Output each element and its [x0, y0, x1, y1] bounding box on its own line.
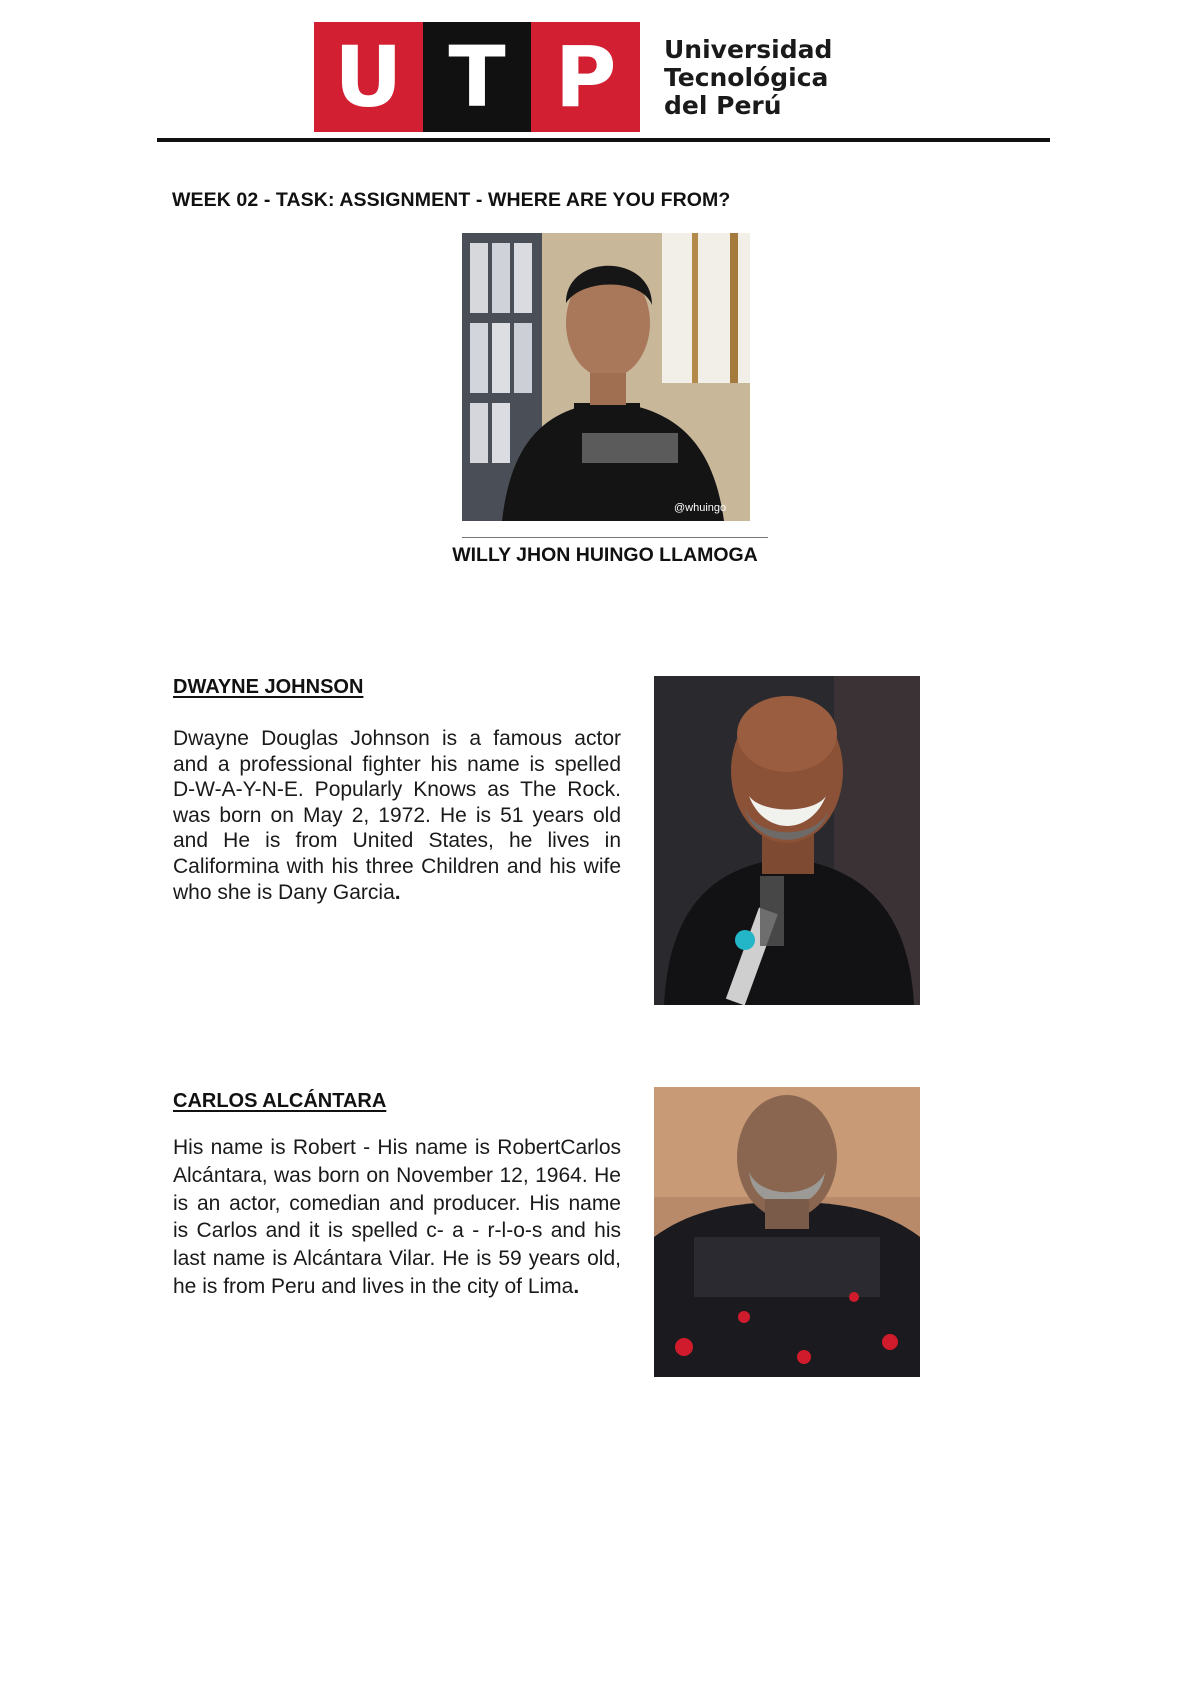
document-title: WEEK 02 - TASK: ASSIGNMENT - WHERE ARE YOU FROM?	[172, 189, 731, 211]
profile-2-bio	[173, 1134, 621, 1301]
profile-2-bio-end: .	[573, 1274, 580, 1298]
profile-1-title: DWAYNE JOHNSON	[173, 676, 364, 698]
author-name: WILLY JHON HUINGO LLAMOGA	[452, 544, 758, 566]
university-name-line-3: del Perú	[664, 91, 782, 120]
logo-letter-p: P	[531, 22, 640, 132]
university-name-line-1: Universidad	[664, 35, 833, 64]
profile-1-bio-end: .	[394, 880, 401, 904]
profile-2-photo	[654, 1087, 920, 1377]
profile-1-photo	[654, 676, 920, 1005]
profile-1-bio	[173, 726, 621, 905]
university-name	[664, 35, 833, 120]
utp-logo	[314, 22, 640, 132]
header-divider	[157, 138, 1050, 142]
profile-2-bio-text: His name is Robert - His name is RobertCarlos Alcántara, was born on November 12, 1964. He is an actor, comedian and producer. His name is Carlos and it is spelled c- a - r-l-o-s and his last name is Alcántara Vilar. He is 59 years old, he is from Peru and lives in the city of Lima	[173, 1136, 621, 1298]
profile-2-photo-image	[654, 1087, 920, 1377]
profile-1-photo-image	[654, 676, 920, 1005]
author-photo	[462, 233, 750, 521]
university-name-line-2: Tecnológica	[664, 63, 829, 92]
author-name-rule	[462, 537, 768, 538]
profile-1-bio-text: Dwayne Douglas Johnson is a famous actor and a professional fighter his name is spelled D-W-A-Y-N-E. Popularly Knows as The Rock. was born on May 2, 1972. He is 51 years old and He is from United States, he lives in Califormina with his three Children and his wife who she is Dany Garcia	[173, 727, 621, 904]
logo-letter-t: T	[423, 22, 532, 132]
photo-watermark: @whuingo	[674, 502, 727, 514]
profile-2-title: CARLOS ALCÁNTARA	[173, 1090, 387, 1112]
logo-letter-u: U	[314, 22, 423, 132]
author-photo-image	[462, 233, 750, 521]
